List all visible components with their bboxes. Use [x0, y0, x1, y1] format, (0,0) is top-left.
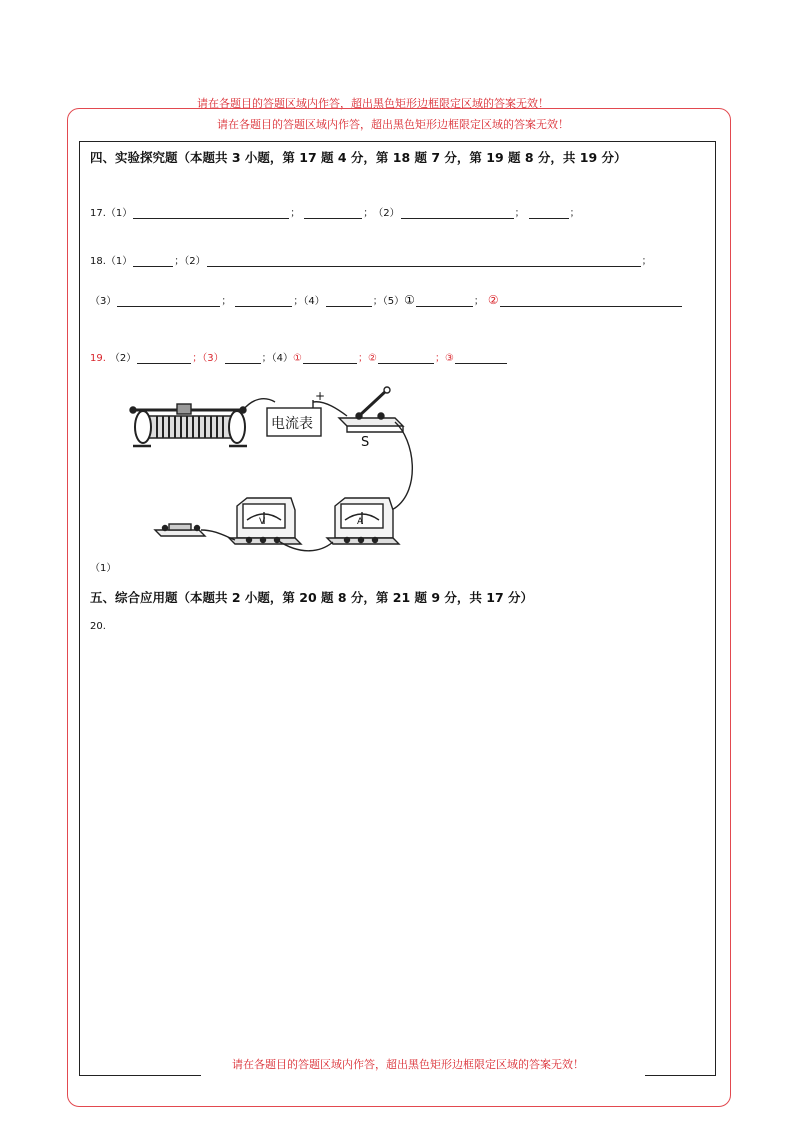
q18-answer-5b[interactable]: [500, 296, 682, 307]
q17-sep: ；: [569, 208, 580, 219]
positive-terminal-label: +: [315, 389, 326, 403]
q17-answer-1b[interactable]: [304, 208, 362, 219]
q18-answer-5a[interactable]: [416, 296, 473, 307]
ammeter-meter-label: A: [357, 517, 364, 527]
question-20-answer-area[interactable]: [90, 640, 710, 1040]
battery-holder-icon: [155, 524, 205, 536]
section-4-heading: 四、实验探究题（本题共 3 小题，第 17 题 4 分，第 18 题 7 分，第 19 题 8 分，共 19 分）: [90, 150, 627, 165]
q18-part1-label: （1）: [105, 256, 133, 267]
answer-region-notice-inner: 请在各题目的答题区域内作答，超出黑色矩形边框限定区域的答案无效！: [217, 118, 569, 131]
q19-answer-4c[interactable]: [455, 353, 507, 364]
q17-sep: ；: [514, 208, 525, 219]
question-18-line-1: [90, 252, 652, 267]
answer-box-bottom-right: [645, 1075, 716, 1076]
q18-answer-4[interactable]: [326, 296, 372, 307]
voltmeter-label: V: [259, 517, 266, 527]
q17-number: 17.: [90, 208, 106, 219]
question-17: [90, 204, 580, 219]
q18-answer-3b[interactable]: [235, 296, 292, 307]
q17-part2-label: （2）: [373, 208, 400, 219]
q18-circle-1: ①: [404, 293, 415, 307]
q18-answer-3a[interactable]: [117, 296, 220, 307]
q18-circle-2: ②: [487, 293, 499, 307]
q19-answer-4a[interactable]: [303, 353, 357, 364]
circuit-diagram: [125, 380, 425, 560]
q18-sep: ；: [221, 296, 232, 307]
q19-part3-label: ；（3）: [192, 353, 224, 364]
q18-part5-label: ；（5）: [372, 296, 405, 307]
switch-icon: [339, 387, 403, 432]
rheostat-icon: [130, 404, 247, 446]
q19-part2-label: （2）: [109, 353, 137, 364]
ammeter-label: 电流表: [271, 416, 313, 432]
question-19: [90, 349, 508, 364]
answer-region-notice-top: 请在各题目的答题区域内作答，超出黑色矩形边框限定区域的答案无效！: [197, 97, 549, 110]
question-18-line-2: [90, 292, 683, 307]
q19-circle-3: ；③: [434, 353, 454, 364]
answer-box-bottom-left: [79, 1075, 201, 1076]
q19-circle-1: ①: [293, 353, 302, 364]
q19-number: 19.: [90, 353, 106, 364]
q19-answer-2[interactable]: [137, 353, 191, 364]
q18-answer-1[interactable]: [133, 256, 173, 267]
q17-sep: ；: [363, 208, 374, 219]
q17-sep: ；: [290, 208, 301, 219]
q18-part2-label: ；（2）: [174, 256, 206, 267]
q19-answer-3[interactable]: [225, 353, 261, 364]
q18-part4-label: ；（4）: [293, 296, 325, 307]
section-5-heading: 五、综合应用题（本题共 2 小题，第 20 题 8 分，第 21 题 9 分，共 17 分）: [90, 590, 534, 605]
q18-number: 18.: [90, 256, 106, 267]
q19-figure-label: （1）: [90, 563, 117, 574]
q17-answer-2b[interactable]: [529, 208, 569, 219]
q17-part1-label: （1）: [105, 208, 133, 219]
q17-answer-1a[interactable]: [133, 208, 289, 219]
q19-circle-2: ；②: [358, 353, 377, 364]
q18-sep: ；: [641, 256, 652, 267]
q18-answer-2[interactable]: [207, 256, 641, 267]
q17-answer-2a[interactable]: [401, 208, 514, 219]
switch-label: S: [361, 435, 370, 450]
q19-answer-4b[interactable]: [378, 353, 434, 364]
question-20-number: 20.: [90, 621, 106, 632]
answer-region-notice-bottom: 请在各题目的答题区域内作答，超出黑色矩形边框限定区域的答案无效！: [232, 1058, 584, 1071]
q18-part3-label: （3）: [90, 296, 117, 307]
q18-sep: ；: [473, 296, 484, 307]
q19-part4-label: ；（4）: [261, 353, 294, 364]
